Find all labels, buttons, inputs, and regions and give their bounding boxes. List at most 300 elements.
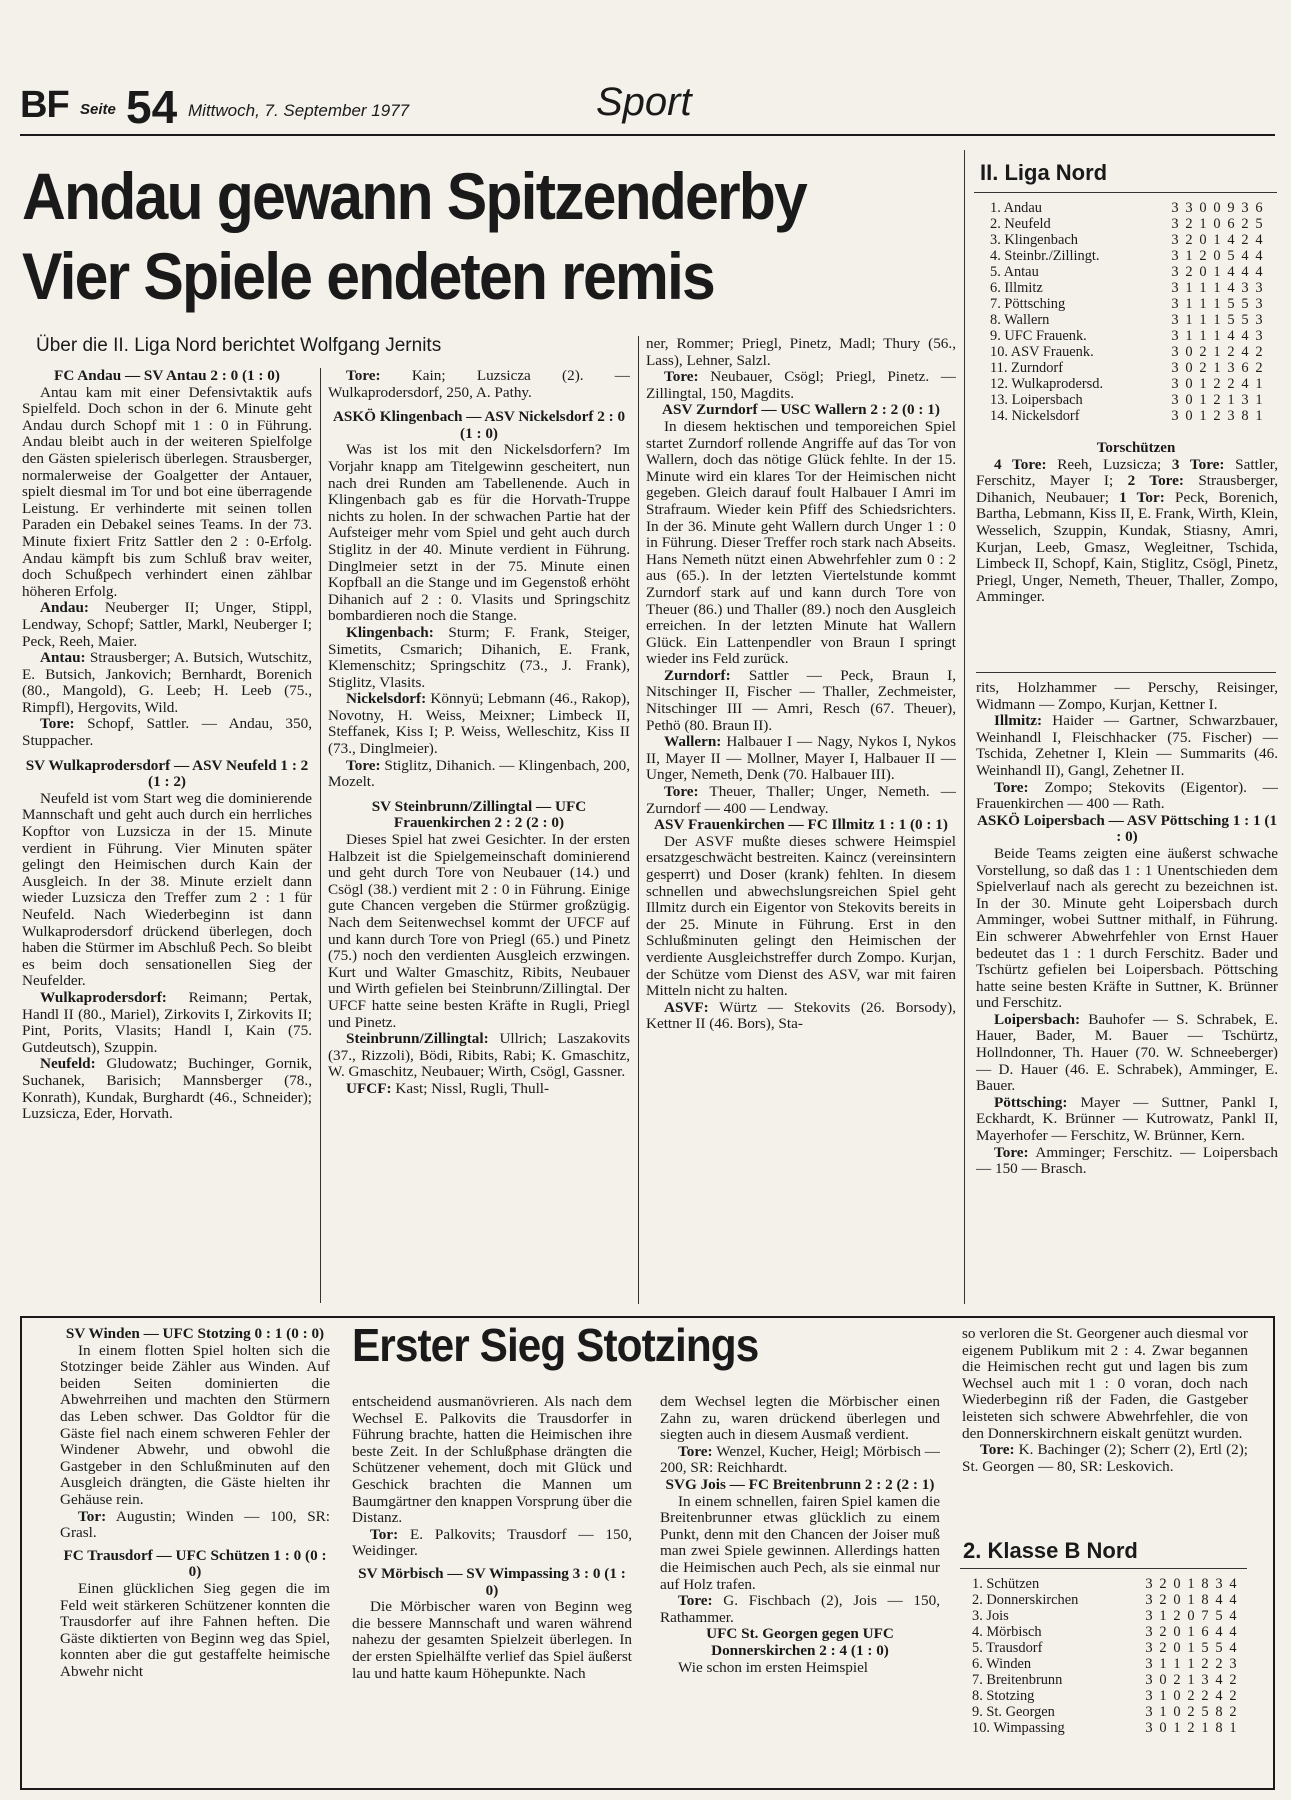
standings-value: 1 (1187, 1656, 1195, 1672)
goals-label: Tore: (980, 1441, 1015, 1459)
team-name: 7. Pöttsching (990, 296, 1066, 312)
standings-value: 3 (1171, 360, 1179, 376)
column-divider (638, 336, 639, 1304)
lineup: Sturm; F. Frank, Steiger, Simetits, Csmarich; Dihanich, E. Frank, Klemenschitz; Springschitz (73., J. Frank), Stiglitz, Vlasits. (328, 623, 630, 691)
standings-value: 1 (1185, 280, 1193, 296)
team-name: 10. Wimpassing (972, 1720, 1065, 1736)
standings-value: 1 (1187, 1640, 1195, 1656)
goals: Kain; Luzsicza (2). — Wulkaprodersdorf, 250, A. Pathy. (328, 368, 630, 401)
team-name: 9. St. Georgen (972, 1704, 1055, 1720)
klasse-rule (960, 1568, 1247, 1569)
match-heading: UFC St. Georgen gegen UFC Donnerskirchen 2 : 4 (1 : 0) (706, 1625, 894, 1659)
standings-value: 5 (1227, 248, 1235, 264)
goals: Neubauer, Csögl; Priegl, Pinetz. — Zillingtal, 150, Magdits. (646, 368, 956, 402)
match-report: Die Mörbischer waren von Beginn weg die bessere Mannschaft und waren während nahezu der gesamten Spielzeit überlegen. In der ersten Spielhälfte verlief das Spiel äußerst lau und hatte kaum Höhepunkte. Nach (352, 1598, 632, 1682)
match-report: Einen glücklichen Sieg gegen die im Feld weit stärkeren Schützener konnten die Trausdorfer auf ihre Fahnen heften. Die Gäste diktierten von Beginn weg das Spiel, konnten aber die gut gestaffelte heimische Abwehr nicht (60, 1579, 330, 1680)
standings-value: 3 (1201, 1672, 1209, 1688)
standings-value: 3 (1171, 296, 1179, 312)
standings-value: 0 (1185, 392, 1193, 408)
standings-value: 3 (1145, 1656, 1153, 1672)
standings-value: 3 (1171, 216, 1179, 232)
standings-value: 4 (1255, 248, 1263, 264)
standings-value: 2 (1199, 360, 1207, 376)
standings-value: 5 (1227, 296, 1235, 312)
lineup-label: Wallern: (664, 733, 722, 751)
goals: Wenzel, Kucher, Heigl; Mörbisch — 200, SR: Reichhardt. (660, 1442, 940, 1477)
standings-value: 2 (1201, 1688, 1209, 1704)
standings-table (990, 200, 1266, 424)
goals: E. Palkovits; Trausdorf — 150, Weidinger. (352, 1525, 632, 1560)
standings-value: 1 (1199, 392, 1207, 408)
standings-value: 4 (1229, 1624, 1237, 1640)
standings-value: 3 (1145, 1704, 1153, 1720)
match-heading: ASV Zurndorf — USC Wallern 2 : 2 (0 : 1) (662, 401, 940, 419)
match-heading: ASKÖ Klingenbach — ASV Nickelsdorf 2 : 0 (1 : 0) (332, 408, 626, 442)
lineup-label: Klingenbach: (346, 623, 434, 641)
article-column-2 (328, 368, 630, 1308)
standings-value: 3 (1171, 264, 1179, 280)
team-name: 2. Donnerskirchen (972, 1592, 1079, 1608)
standings-value: 2 (1229, 1688, 1237, 1704)
standings-value: 7 (1201, 1608, 1209, 1624)
goals-label: Tore: (678, 1442, 713, 1460)
standings-value: 1 (1199, 296, 1207, 312)
standings-value: 3 (1241, 280, 1249, 296)
header-rule (20, 134, 1275, 136)
standings-value: 6 (1227, 216, 1235, 232)
standings-value: 2 (1173, 1608, 1181, 1624)
team-name: 7. Breitenbrunn (972, 1672, 1063, 1688)
goals-label: Tor: (370, 1525, 399, 1543)
standings-row (990, 328, 1266, 344)
lineup-label: Nickelsdorf: (346, 690, 427, 708)
team-name: 3. Klingenbach (990, 232, 1078, 248)
standings-row (972, 1640, 1240, 1656)
match-heading: ASV Frauenkirchen — FC Illmitz 1 : 1 (0 : 1) (654, 816, 948, 834)
standings-rule (974, 192, 1277, 193)
goals: Theuer, Thaller; Unger, Nemeth. — Zurndorf — 400 — Lendway. (646, 783, 956, 817)
lineup-label: Neufeld: (40, 1055, 96, 1073)
match-report: In einem flotten Spiel holten sich die Stotzinger beide Zähler aus Winden. Auf beiden Seiten dominierten die Abwehrreihen und machten den Stürmern das Leben schwer. Das Goldtor für die Gäste fiel nach einem schweren Fehler der Windener Abwehr, und obwohl die Gastgeber in den Schlußminuten auf den Ausgleich drängten, die Gäste hielten ihr Gehäuse rein. (60, 1341, 330, 1508)
standings-value: 3 (1171, 344, 1179, 360)
standings-value: 0 (1213, 248, 1221, 264)
page-label: Seite (80, 101, 116, 118)
standings-row (990, 280, 1266, 296)
standings-row (990, 216, 1266, 232)
standings-value: 2 (1185, 264, 1193, 280)
standings-value: 4 (1241, 264, 1249, 280)
standings-value: 1 (1159, 1656, 1167, 1672)
standings-value: 1 (1199, 376, 1207, 392)
standings-value: 5 (1215, 1640, 1223, 1656)
team-name: 10. ASV Frauenk. (990, 344, 1094, 360)
match-heading: SV Mörbisch — SV Wimpassing 3 : 0 (1 : 0) (358, 1564, 626, 1599)
standings-value: 4 (1215, 1592, 1223, 1608)
standings-value: 0 (1185, 408, 1193, 424)
standings-value: 1 (1159, 1688, 1167, 1704)
goals: K. Bachinger (2); Scherr (2), Ertl (2); St. Georgen — 80, SR: Leskovich. (962, 1441, 1248, 1475)
goals-label: Tore: (994, 1143, 1029, 1161)
standings-row (990, 360, 1266, 376)
lineup-label: UFCF: (346, 1079, 392, 1097)
standings-value: 1 (1159, 1704, 1167, 1720)
standings-value: 3 (1145, 1688, 1153, 1704)
match-heading: SV Steinbrunn/Zillingtal — UFC Frauenkirchen 2 : 2 (2 : 0) (371, 797, 587, 832)
standings-value: 0 (1173, 1624, 1181, 1640)
box-headline: Erster Sieg Stotzings (352, 1319, 759, 1371)
standings-value: 0 (1159, 1672, 1167, 1688)
lineup: Ullrich; Laszakovits (37., Rizzoli), Bödi, Ribits, Rabi; K. Gmaschitz, W. Gmaschitz, Neubauer; Wirth, Csögl, Gassner. (328, 1030, 630, 1081)
goals: Augustin; Winden — 100, SR: Grasl. (60, 1507, 330, 1542)
standings-row (990, 392, 1266, 408)
goals-label: Tore: (664, 368, 699, 386)
standings-value: 3 (1171, 408, 1179, 424)
scorers-label: 1 Tor: (1119, 488, 1165, 506)
standings-value: 5 (1201, 1640, 1209, 1656)
standings-value: 6 (1201, 1624, 1209, 1640)
standings-value: 3 (1171, 200, 1179, 216)
standings-value: 3 (1171, 376, 1179, 392)
match-report: Der ASVF mußte dieses schwere Heimspiel ersatzgeschwächt bestreiten. Kaincz (vereinsintern gesperrt) und Doser (krank) fehlten. In diesem schnellen und abwechslungsreichen Spiel geht Illmitz durch ein Eigentor von Stekovits bereits in der 25. Minute in Führung. Erst in den Schlußminuten gelingt den Heimischen der verdiente Ausgleichstreffer durch Zompo. Kurjan, der Schütze vom Dienst des ASV, war mit fairen Mitteln nicht zu halten. (646, 832, 956, 1000)
standings-row (972, 1624, 1240, 1640)
scorers-list: Reeh, Luzsicza; (1057, 455, 1162, 473)
standings-value: 3 (1229, 1656, 1237, 1672)
standings-row (990, 264, 1266, 280)
standings-value: 4 (1227, 280, 1235, 296)
standings-value: 3 (1215, 1576, 1223, 1592)
standings-value: 2 (1187, 1720, 1195, 1736)
standings-value: 3 (1171, 248, 1179, 264)
standings-value: 4 (1227, 232, 1235, 248)
issue-date: Mittwoch, 7. September 1977 (188, 101, 410, 120)
standings-value: 9 (1227, 200, 1235, 216)
standings-row (990, 376, 1266, 392)
headline-line2: Vier Spiele endeten remis (22, 239, 714, 313)
standings-value: 1 (1213, 360, 1221, 376)
match-heading: SV Wulkaprodersdorf — ASV Neufeld 1 : 2 (1 : 2) (25, 756, 309, 791)
team-name: 5. Trausdorf (972, 1640, 1043, 1656)
standings-value: 1 (1201, 1720, 1209, 1736)
standings-row (972, 1672, 1240, 1688)
lineup-label: ASVF: (664, 998, 709, 1016)
standings-value: 3 (1145, 1576, 1153, 1592)
standings-value: 0 (1159, 1720, 1167, 1736)
lineup-label: Illmitz: (994, 712, 1043, 730)
scorers-label: 4 Tore: (994, 455, 1047, 473)
lineup: Könnyü; Lebmann (46., Rakop), Novotny, H. Weiss, Meixner; Limbeck II, Steffanek, Kiss I; P. Weiss, Welleschitz, Kiss II (73., Dinglmeier). (328, 690, 630, 758)
standings-value: 4 (1241, 328, 1249, 344)
match-heading: SVG Jois — FC Breitenbrunn 2 : 2 (2 : 1) (665, 1475, 935, 1493)
goals-label: Tore: (664, 783, 699, 801)
standings-value: 1 (1255, 392, 1263, 408)
team-name: 1. Schützen (972, 1576, 1040, 1592)
team-name: 13. Loipersbach (990, 392, 1083, 408)
continued-text: dem Wechsel legten die Mörbischer einen Zahn zu, waren drückend überlegen und siegten auch in diesem Ausmaß verdient. (660, 1394, 940, 1444)
standings-value: 2 (1255, 344, 1263, 360)
match-report: Wie schon im ersten Heimspiel (678, 1658, 869, 1676)
standings-value: 3 (1227, 360, 1235, 376)
lineup: Gludowatz; Buchinger, Gornik, Suchanek, Barisich; Mannsberger (78., Konrath), Kundak, Burghardt (46., Schneider); Luzsicza, Eder, Horvath. (22, 1055, 312, 1123)
continued-text: rits, Holzhammer — Perschy, Reisinger, Widmann — Zompo, Kurjan, Kettner I. (976, 680, 1278, 713)
lineup: Halbauer I — Nagy, Nykos I, Nykos II, Mayer II — Mollner, Mayer I, Halbauer II — Unger, Nemeth, Denk (70. Halbauer III). (646, 733, 956, 784)
standings-value: 4 (1255, 264, 1263, 280)
standings-value: 3 (1255, 296, 1263, 312)
standings-value: 1 (1185, 328, 1193, 344)
team-name: 12. Wulkaprodersd. (990, 376, 1104, 392)
lineup: Reimann; Pertak, Handl II (80., Mariel), Zirkovits I, Zirkovits II; Pint, Porits, Vlasits; Handl I, Kain (75. Gutdeutsch), Szuppin. (22, 988, 312, 1056)
standings-value: 3 (1145, 1624, 1153, 1640)
standings-value: 1 (1159, 1608, 1167, 1624)
standings-value: 1 (1173, 1656, 1181, 1672)
standings-value: 2 (1229, 1672, 1237, 1688)
standings-value: 0 (1173, 1576, 1181, 1592)
standings-value: 0 (1213, 200, 1221, 216)
standings-value: 1 (1185, 248, 1193, 264)
goals-label: Tore: (40, 715, 75, 733)
standings-value: 1 (1213, 328, 1221, 344)
standings-value: 3 (1255, 312, 1263, 328)
standings-row (990, 232, 1266, 248)
standings-value: 4 (1229, 1576, 1237, 1592)
standings-value: 1 (1213, 296, 1221, 312)
standings-value: 3 (1171, 312, 1179, 328)
standings-value: 2 (1227, 376, 1235, 392)
standings-value: 3 (1227, 408, 1235, 424)
standings-value: 4 (1229, 1640, 1237, 1656)
standings-value: 2 (1187, 1704, 1195, 1720)
team-name: 3. Jois (972, 1608, 1009, 1624)
match-report: Was ist los mit den Nickelsdorfern? Im Vorjahr knapp am Titelgewinn gescheitert, nun nach drei Runden am Tabellenende. Auch in Klingenbach gab es für die Horvath-Truppe nichts zu holen. In der schwachen Partie hat der Aufsteiger mehr vom Spiel und geht auch durch Stiglitz in der 40. Minute verdient in Führung. Dinglmeier setzt in der 75. Minute einen Kopfball an die Stange und im Gegenstoß erhöht Dihanich auf 2 : 0. Vlasits und Springschitz bombardieren noch die Stange. (328, 441, 630, 625)
headline-line1: Andau gewann Spitzenderby (22, 159, 806, 233)
standings-value: 6 (1255, 200, 1263, 216)
standings-value: 3 (1171, 328, 1179, 344)
article-column-1 (22, 368, 312, 1308)
standings-value: 1 (1213, 312, 1221, 328)
match-report: In einem schnellen, fairen Spiel kamen die Breitenbrunner etwas glücklich zu einem Punkt, denn mit den Chancen der Joiser muß man zwei Spiele gewinnen. Allerdings hatten die Heimischen auch Pech, als sie einmal nur auf Holz trafen. (660, 1492, 940, 1593)
continued-text: entscheidend ausmanövrieren. Als nach dem Wechsel E. Palkovits die Trausdorfer in Führung brachte, hatten die Heimischen ihre beste Zeit. In der Schlußphase drängten die Schützener vehement, doch mit Glück und Geschick brachten die Mannen um Baumgärtner den knappen Vorsprung über die Distanz. (352, 1394, 632, 1527)
standings-value: 2 (1185, 232, 1193, 248)
lineup: Würtz — Stekovits (26. Borsody), Kettner II (46. Bors), Sta- (646, 998, 956, 1033)
goals: G. Fischbach (2), Jois — 150, Rathammer. (660, 1592, 940, 1626)
klasse-title: 2. Klasse B Nord (963, 1538, 1138, 1563)
standings-value: 1 (1185, 296, 1193, 312)
standings-value: 0 (1185, 344, 1193, 360)
standings-value: 2 (1159, 1576, 1167, 1592)
team-name: 2. Neufeld (990, 216, 1051, 232)
goals: Stiglitz, Dihanich. — Klingenbach, 200, Mozelt. (328, 756, 630, 791)
standings-value: 3 (1145, 1672, 1153, 1688)
standings-value: 2 (1173, 1672, 1181, 1688)
standings-value: 3 (1145, 1640, 1153, 1656)
goals-label: Tore: (346, 368, 381, 384)
standings-value: 4 (1229, 1608, 1237, 1624)
standings-value: 0 (1199, 200, 1207, 216)
standings-value: 2 (1241, 232, 1249, 248)
scorers-title: Torschützen (1096, 440, 1176, 456)
standings-value: 3 (1241, 200, 1249, 216)
standings-row (972, 1704, 1240, 1720)
lineup: Strausberger; A. Butsich, Wutschitz, E. Butsich, Jankovich; Bernhardt, Borenich (80., Mangold), G. Leeb; H. Leeb (75., Rimpfl), Hergovits, Wild. (22, 649, 312, 716)
standings-value: 8 (1215, 1704, 1223, 1720)
lineup-label: Steinbrunn/Zillingtal: (346, 1030, 489, 1048)
standings-value: 0 (1173, 1688, 1181, 1704)
standings-value: 2 (1159, 1640, 1167, 1656)
lineup: Sattler — Peck, Braun I, Nitschinger II, Fischer — Thaller, Zechmeister, Nitschinger III — Amri, Resch (67. Theuer), Pethö (80. Braun II). (646, 666, 956, 734)
standings-value: 2 (1187, 1688, 1195, 1704)
standings-value: 2 (1185, 216, 1193, 232)
standings-value: 3 (1241, 392, 1249, 408)
standings-value: 5 (1255, 216, 1263, 232)
standings-value: 8 (1201, 1592, 1209, 1608)
box-column-2 (352, 1394, 632, 1784)
team-name: 8. Stotzing (972, 1688, 1035, 1704)
standings-value: 2 (1213, 376, 1221, 392)
standings-value: 4 (1215, 1672, 1223, 1688)
standings-value: 1 (1199, 408, 1207, 424)
continued-text: so verloren die St. Georgener auch diesmal vor eigenem Publikum mit 2 : 4. Zwar begannen die Heimischen recht gut und lagen bis zum Wechsel auch mit 1 : 0 voran, doch nach Wiederbeginn riß der Faden, die Gastgeber leisteten sich schwere Abwehrfehler, die von den Donnerskirchnern eiskalt genützt wurden. (962, 1326, 1248, 1442)
standings-value: 1 (1173, 1720, 1181, 1736)
standings-value: 2 (1213, 408, 1221, 424)
standings-value: 2 (1215, 1656, 1223, 1672)
standings-value: 1 (1213, 344, 1221, 360)
goals-label: Tore: (678, 1592, 713, 1610)
standings-value: 8 (1215, 1720, 1223, 1736)
lineup-label: Wulkaprodersdorf: (40, 988, 167, 1006)
standings-value: 6 (1241, 360, 1249, 376)
standings-value: 4 (1241, 376, 1249, 392)
box-column-4 (962, 1326, 1248, 1536)
standings-value: 5 (1215, 1608, 1223, 1624)
continued-text: ner, Rommer; Priegl, Pinetz, Madl; Thury (56., Lass), Lehner, Salzl. (646, 336, 956, 369)
standings-row (972, 1656, 1240, 1672)
standings-value: 1 (1199, 328, 1207, 344)
lineup: Neuberger II; Unger, Stippl, Lendway, Schopf; Sattler, Markl, Neuberger I; Peck, Reeh, Maier. (22, 599, 312, 650)
standings-value: 4 (1241, 248, 1249, 264)
goals: Schopf, Sattler. — Andau, 350, Stuppacher. (22, 715, 312, 750)
team-name: 6. Winden (972, 1656, 1032, 1672)
standings-value: 1 (1187, 1592, 1195, 1608)
standings-value: 0 (1187, 1608, 1195, 1624)
sidebar-rule (976, 672, 1276, 673)
standings-value: 2 (1255, 360, 1263, 376)
team-name: 1. Andau (990, 200, 1042, 216)
standings-value: 4 (1255, 232, 1263, 248)
team-name: 8. Wallern (990, 312, 1050, 328)
scorers-list: Sattler, Ferschitz, Mayer I; (976, 455, 1278, 490)
standings-value: 0 (1213, 216, 1221, 232)
team-name: 6. Illmitz (990, 280, 1043, 296)
match-report: Antau kam mit einer Defensivtaktik aufs Spielfeld. Doch schon in der 6. Minute geht Andau durch Schopf mit 1 : 0 in Führung. Andau bleibt auch in der weiteren Spielfolge den Gästen spielerisch überlegen. Strausberger, normalerweise der Goalgetter der Antauer, spielt diesmal im Tor und bot eine überragende Leistung. Er verhinderte mit seinen tollen Paraden ein Debakel seines Teams. In der 73. Minute fixiert Fritz Sattler den 2 : 0-Erfolg. Andau kämpft bis zum Schluß brav weiter, doch Schußpech verhindert einen zählbar höheren Erfolg. (22, 383, 312, 600)
match-heading: FC Trausdorf — UFC Schützen 1 : 0 (0 : 0) (63, 1546, 327, 1581)
column-divider (320, 368, 321, 1303)
standings-value: 2 (1159, 1592, 1167, 1608)
scorers-block (976, 440, 1278, 676)
standings-row (972, 1592, 1240, 1608)
match-report: Dieses Spiel hat zwei Gesichter. In der ersten Halbzeit ist die Spielgemeinschaft dominierend und geht durch Tore von Neubauer (14.) und Csögl (38.) verdient mit 2 : 0 in Führung. Einige gute Chancen vergeben die Stürmer großzügig. Nach dem Seitenwechsel kommt der UFCF auf und kann durch Tore von Priegl (65.) und Pinetz (75.) noch den verdienten Ausgleich erzwingen. Kurt und Walter Gmaschitz, Ribits, Neubauer und Wirth gefielen bei Steinbrunn/Zillingtal. Der UFCF hatte seine besten Kräfte in Rugli, Priegl und Pinetz. (328, 831, 630, 1031)
lineup: Haider — Gartner, Schwarzbauer, Weinhandl I, Fleischhacker (75. Fischer) — Tschida, Zehetner I, Klein — Summarits (46. Weinhandl II), Gangl, Zehetner II. (976, 712, 1278, 779)
standings-value: 8 (1201, 1576, 1209, 1592)
standings-row (990, 312, 1266, 328)
masthead-logo: BF (20, 84, 69, 126)
goals-label: Tore: (994, 778, 1029, 796)
klasse-table (972, 1576, 1240, 1736)
standings-value: 0 (1199, 232, 1207, 248)
standings-value: 3 (1185, 200, 1193, 216)
match-heading: FC Andau — SV Antau 2 : 0 (1 : 0) (54, 368, 280, 384)
goals: Amminger; Ferschitz. — Loipersbach — 150 — Brasch. (976, 1143, 1278, 1178)
standings-value: 1 (1187, 1672, 1195, 1688)
scorers-label: 3 Tore: (1171, 455, 1225, 473)
scorers-label: 2 Tore: (1127, 472, 1184, 490)
standings-value: 3 (1255, 280, 1263, 296)
standings-value: 1 (1229, 1720, 1237, 1736)
byline: Über die II. Liga Nord berichtet Wolfgang Jernits (36, 335, 442, 356)
standings-value: 1 (1199, 312, 1207, 328)
goals-label: Tore: (346, 756, 381, 774)
standings-value: 3 (1145, 1720, 1153, 1736)
scorers-list: Peck, Borenich, Bartha, Lebmann, Kiss II, E. Frank, Wirth, Klein, Wesselich, Szuppin, Kundak, Stiasny, Amri, Kurjan, Leeb, Gmasz, Wegleitner, Tschida, Limbeck II, Schopf, Kain, Stiglitz, Csögl, Pinetz, Priegl, Unger, Nemeth, Theuer, Thaller, Zompo, Amminger. (976, 488, 1278, 606)
standings-value: 5 (1201, 1704, 1209, 1720)
standings-value: 4 (1229, 1592, 1237, 1608)
scorers-list: Strausberger, Dihanich, Neubauer; (976, 472, 1278, 506)
standings-row (972, 1608, 1240, 1624)
standings-row (990, 200, 1266, 216)
team-name: 9. UFC Frauenk. (990, 328, 1087, 344)
standings-title: II. Liga Nord (980, 160, 1108, 185)
standings-value: 1 (1213, 264, 1221, 280)
standings-value: 1 (1227, 392, 1235, 408)
standings-value: 5 (1227, 312, 1235, 328)
standings-value: 2 (1201, 1656, 1209, 1672)
standings-value: 3 (1145, 1592, 1153, 1608)
standings-value: 5 (1241, 312, 1249, 328)
lineup-label: Loipersbach: (994, 1010, 1081, 1028)
article-column-3 (646, 336, 956, 1308)
standings-value: 5 (1241, 296, 1249, 312)
standings-value: 1 (1199, 216, 1207, 232)
lineup: Bauhofer — S. Schrabek, E. Hauer, Bader, M. Bauer — Tschürtz, Hollndonner, Th. Hauer (70. W. Schneeberger) — D. Hauer (46. E. Schrabek), Amminger, E. Bauer. (976, 1010, 1278, 1095)
standings-value: 2 (1159, 1624, 1167, 1640)
standings-value: 3 (1145, 1608, 1153, 1624)
standings-value: 1 (1255, 408, 1263, 424)
standings-value: 3 (1171, 392, 1179, 408)
standings-value: 1 (1255, 376, 1263, 392)
standings-row (972, 1576, 1240, 1592)
standings-value: 1 (1187, 1576, 1195, 1592)
standings-value: 0 (1185, 376, 1193, 392)
standings-value: 2 (1241, 216, 1249, 232)
lineup: Kast; Nissl, Rugli, Thull- (395, 1079, 550, 1097)
standings-value: 1 (1187, 1624, 1195, 1640)
lineup-label: Antau: (40, 649, 86, 667)
team-name: 4. Mörbisch (972, 1624, 1042, 1640)
standings-value: 1 (1213, 232, 1221, 248)
standings-row (990, 296, 1266, 312)
standings-value: 0 (1173, 1704, 1181, 1720)
standings-value: 8 (1241, 408, 1249, 424)
sidebar-column (976, 680, 1278, 1308)
match-report: Neufeld ist vom Start weg die dominierende Mannschaft und geht auch durch ein herrliches Kopftor von Luzsicza in der 15. Minute verdient in Führung. Vier Minuten später gelingt den Heimischen durch Kain der Ausgleich. In der 38. Minute erzielt dann wieder Luzsicza den Treffer zum 2 : 1 für Neufeld. Nach Wiederbeginn ist dann Wulkaprodersdorf drückend überlegen, doch haben die Stürmer im Abschluß Pech. So bleibt es beim doch sensationellen Sieg der Neufelder. (22, 789, 312, 990)
standings-value: 1 (1185, 312, 1193, 328)
standings-value: 0 (1173, 1640, 1181, 1656)
standings-value: 2 (1199, 344, 1207, 360)
lineup: Mayer — Suttner, Pankl I, Eckhardt, K. Brünner — Kutrowatz, Pankl II, Mayerhofer — Ferschitz, W. Brünner, Kern. (976, 1093, 1278, 1145)
lineup-label: Pöttsching: (994, 1093, 1068, 1111)
team-name: 5. Antau (990, 264, 1039, 280)
standings-value: 3 (1171, 232, 1179, 248)
standings-value: 2 (1199, 248, 1207, 264)
standings-value: 2 (1229, 1704, 1237, 1720)
